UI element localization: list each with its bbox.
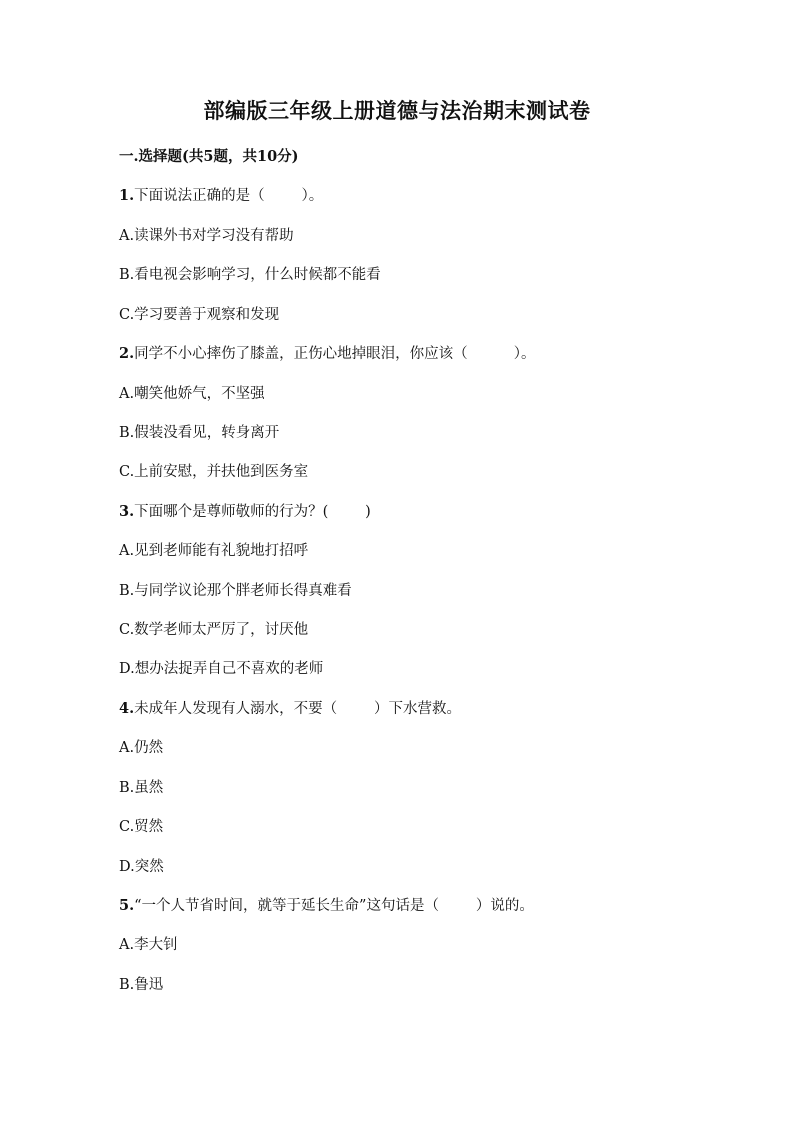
- option-5a: A.李大钊: [119, 937, 178, 953]
- question-number: 4.: [119, 700, 135, 717]
- question-number: 2.: [119, 345, 135, 362]
- option-2b: B.假装没看见，转身离开: [119, 425, 280, 441]
- option-3a: A.见到老师能有礼貌地打招呼: [119, 543, 309, 559]
- question-text: 下面说法正确的是（ ）。: [134, 188, 324, 204]
- question-text: “一个人节省时间，就等于延长生命”这句话是（ ）说的。: [134, 898, 534, 914]
- option-2c: C.上前安慰，并扶他到医务室: [119, 464, 309, 480]
- option-1b: B.看电视会影响学习，什么时候都不能看: [119, 267, 381, 283]
- question-text: 同学不小心摔伤了膝盖，正伤心地掉眼泪，你应该（ ）。: [134, 346, 536, 362]
- question-number: 5.: [119, 897, 135, 914]
- option-3b: B.与同学议论那个胖老师长得真难看: [119, 583, 352, 599]
- option-4a: A.仍然: [119, 740, 164, 756]
- question-number: 3.: [119, 503, 135, 520]
- option-3c: C.数学老师太严厉了，讨厌他: [119, 622, 309, 638]
- option-1a: A.读课外书对学习没有帮助: [119, 228, 294, 244]
- question-4: [119, 699, 461, 719]
- section-heading: 一.选择题(共5题，共10分): [119, 148, 299, 165]
- page-title: 部编版三年级上册道德与法治期末测试卷: [203, 98, 591, 123]
- question-text: 下面哪个是尊师敬师的行为？( ): [134, 504, 371, 520]
- option-4b: B.虽然: [119, 780, 164, 796]
- option-4c: C.贸然: [119, 819, 164, 835]
- question-2: [119, 344, 535, 364]
- question-1: [119, 186, 323, 206]
- question-5: [119, 896, 534, 916]
- option-2a: A.嘲笑他娇气，不坚强: [119, 386, 265, 402]
- option-4d: D.突然: [119, 859, 164, 875]
- option-1c: C.学习要善于观察和发现: [119, 307, 280, 323]
- option-3d: D.想办法捉弄自己不喜欢的老师: [119, 661, 324, 677]
- question-3: [119, 502, 371, 522]
- question-text: 未成年人发现有人溺水，不要（ ）下水营救。: [134, 701, 462, 717]
- option-5b: B.鲁迅: [119, 977, 164, 993]
- question-number: 1.: [119, 187, 135, 204]
